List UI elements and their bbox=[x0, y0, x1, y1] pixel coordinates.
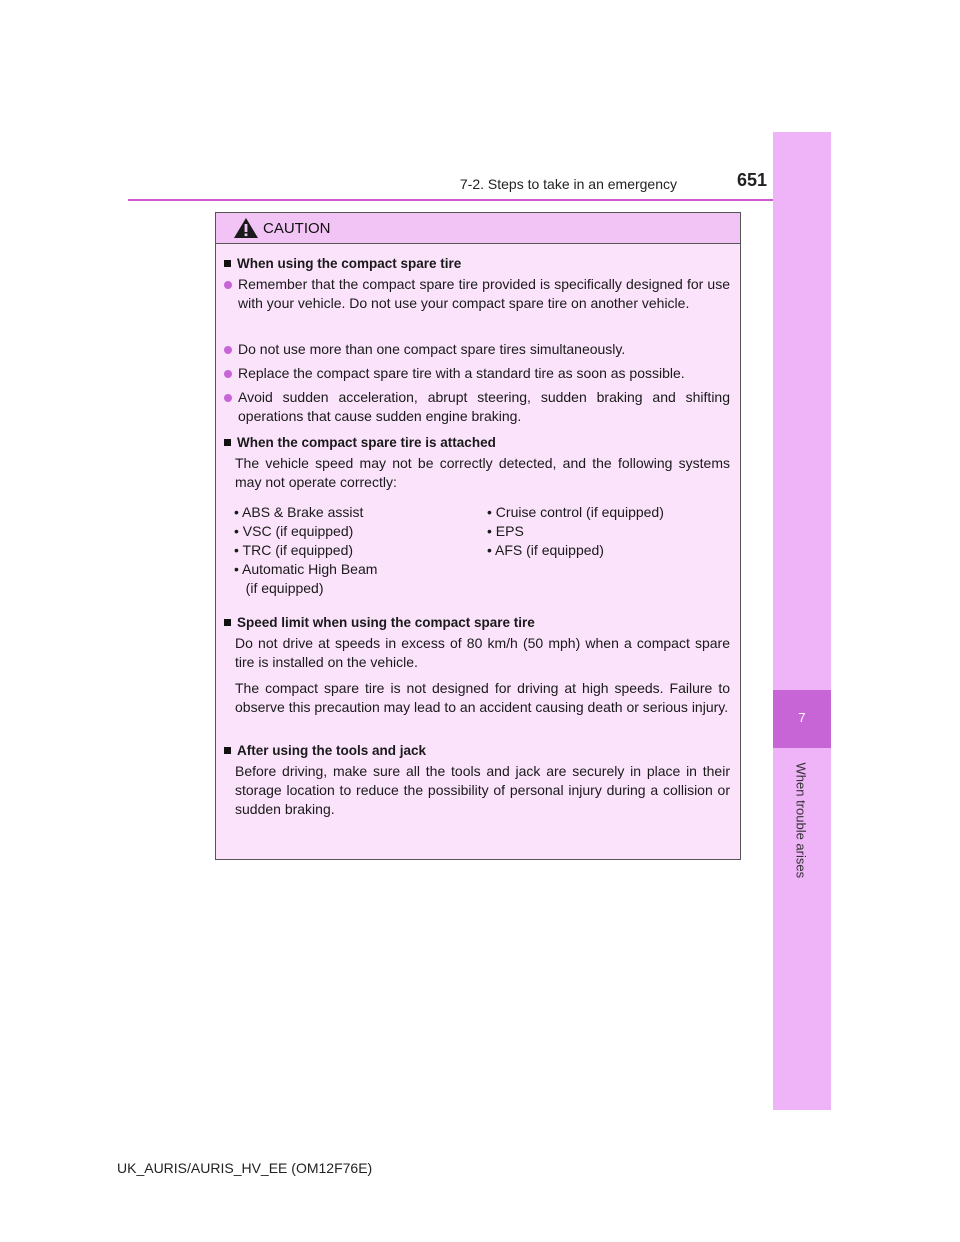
paragraph: Do not drive at speeds in excess of 80 km/h (50 mph) when a compact spare tire is installed on the vehicle. bbox=[235, 635, 730, 670]
system-item: (if equipped) bbox=[234, 580, 324, 596]
round-bullet-icon bbox=[224, 370, 232, 378]
section-heading-speed-limit: Speed limit when using the compact spare tire bbox=[224, 613, 535, 632]
chapter-side-tab bbox=[773, 132, 831, 1110]
section-heading-spare-attached: When the compact spare tire is attached bbox=[224, 433, 496, 452]
affected-systems-right bbox=[487, 503, 664, 560]
system-item: • ABS & Brake assist bbox=[234, 504, 364, 520]
caution-header bbox=[216, 213, 740, 244]
page-number: 651 bbox=[736, 170, 767, 190]
section-heading-compact-spare: When using the compact spare tire bbox=[224, 254, 461, 273]
paragraph: Before driving, make sure all the tools and jack are securely in place in their storage location to reduce the possibility of personal injury during a collision or sudden braking. bbox=[235, 763, 730, 817]
chapter-number: 7 bbox=[798, 710, 806, 725]
model-code-footer: UK_AURIS/AURIS_HV_EE (OM12F76E) bbox=[117, 1160, 373, 1176]
header-divider bbox=[128, 199, 831, 201]
square-bullet-icon bbox=[224, 439, 231, 446]
warning-triangle-icon bbox=[233, 217, 259, 239]
system-item: • VSC (if equipped) bbox=[234, 523, 354, 539]
chapter-title: When trouble arises bbox=[793, 762, 809, 879]
system-item: • AFS (if equipped) bbox=[487, 542, 604, 558]
affected-systems-left bbox=[234, 503, 377, 598]
bullet-item: Avoid sudden acceleration, abrupt steering, sudden braking and shifting operations that cause sudden engine braking. bbox=[224, 388, 730, 426]
system-item: • Cruise control (if equipped) bbox=[487, 504, 664, 520]
round-bullet-icon bbox=[224, 281, 232, 289]
bullet-item: Remember that the compact spare tire provided is specifically designed for use with your vehicle. Do not use your compact spare tire on another vehicle. bbox=[224, 275, 730, 313]
section-heading-tools-jack: After using the tools and jack bbox=[224, 741, 426, 760]
round-bullet-icon bbox=[224, 394, 232, 402]
square-bullet-icon bbox=[224, 747, 231, 754]
round-bullet-icon bbox=[224, 346, 232, 354]
caution-label: CAUTION bbox=[263, 219, 331, 237]
bullet-item: Replace the compact spare tire with a standard tire as soon as possible. bbox=[224, 364, 730, 383]
section-title: 7-2. Steps to take in an emergency bbox=[459, 176, 677, 192]
system-item: • Automatic High Beam bbox=[234, 561, 378, 577]
paragraph: The compact spare tire is not designed for driving at high speeds. Failure to observe this precaution may lead to an accident causing death or serious injury. bbox=[235, 680, 730, 715]
paragraph: The vehicle speed may not be correctly detected, and the following systems may not operate correctly: bbox=[235, 455, 730, 490]
caution-content bbox=[216, 244, 740, 859]
caution-box bbox=[215, 212, 741, 860]
square-bullet-icon bbox=[224, 619, 231, 626]
bullet-item: Do not use more than one compact spare tires simultaneously. bbox=[224, 340, 730, 359]
square-bullet-icon bbox=[224, 260, 231, 267]
system-item: • EPS bbox=[487, 523, 524, 539]
system-item: • TRC (if equipped) bbox=[234, 542, 354, 558]
